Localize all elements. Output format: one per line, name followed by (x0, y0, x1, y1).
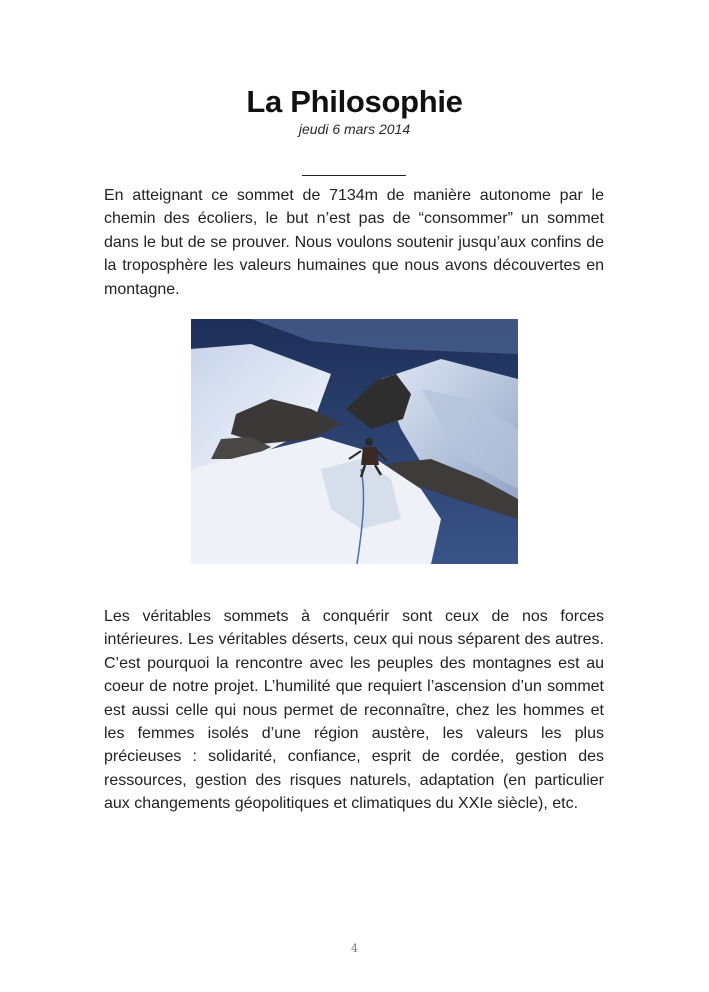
separator-line (302, 175, 406, 176)
paragraph-main: Les véritables sommets à conquérir sont ceux de nos forces intérieures. Les véritables déserts, ceux qui nous séparent des autres. C’est pourquoi la rencontre avec les peuples des montagnes est au coeur de notre projet. L’humilité que requiert l’ascension d’un sommet est aussi celle qui nous permet de reconnaître, chez les hommes et les femmes isolés d’une région austère, les valeurs les plus précieuses : solidarité, confiance, esprit de cordée, gestion des ressources, gestion des risques naturels, adaptation (en particulier aux changements géopolitiques et climatiques du XXIe siècle), etc. (104, 608, 604, 813)
page-title: La Philosophie (246, 84, 463, 119)
page-date: jeudi 6 mars 2014 (298, 121, 411, 137)
paragraph-intro: En atteignant ce sommet de 7134m de manière autonome par le chemin des écoliers, le but n’est pas de “consommer” un sommet dans le but de se prouver. Nous voulons soutenir jusqu’aux confins de la troposphère les valeurs humaines que nous avons découvertes en montagne. (104, 187, 604, 298)
page-number: 4 (351, 942, 358, 955)
mountain-climber-photo (191, 319, 518, 564)
